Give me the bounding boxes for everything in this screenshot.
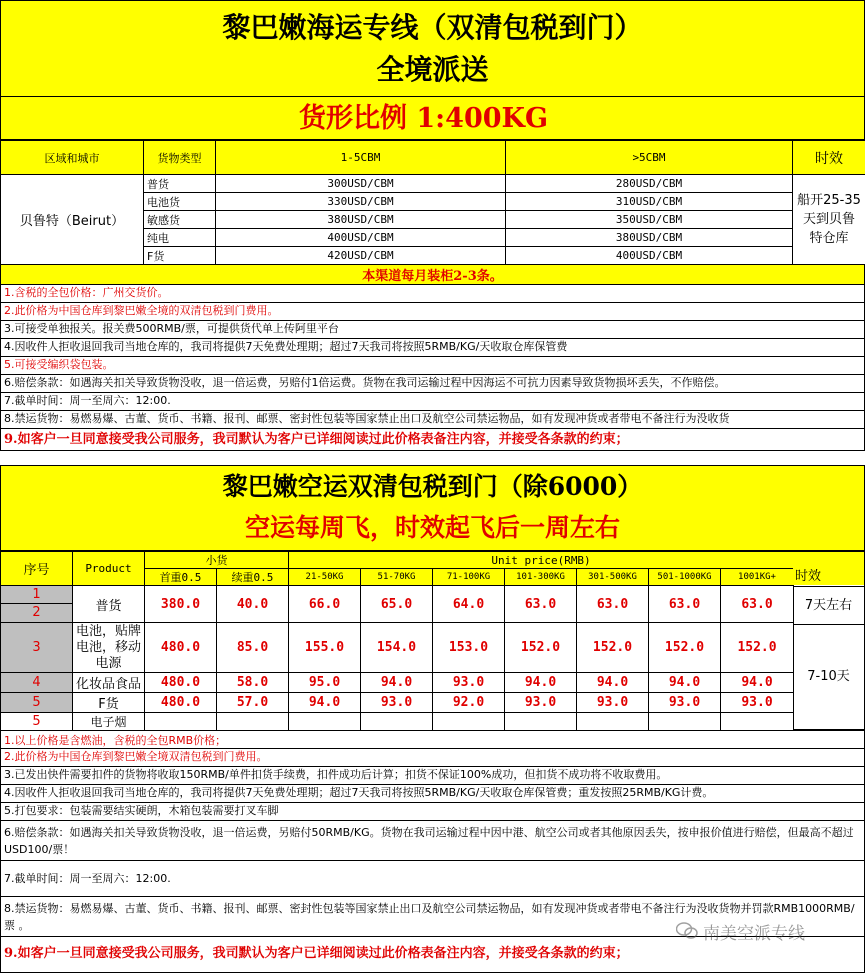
air-note: 6.赔偿条款：如遇海关扣关导致货物没收，退一倍运费，另赔付50RMB/KG。货物在我司运输过程中因中港、航空公司或者其他原因丢失，按申报价值进行赔偿，但最高不超过USD100/票！ bbox=[0, 821, 865, 861]
air-time-special: 7-10天 bbox=[807, 669, 850, 684]
cargo-type: 敏感货 bbox=[144, 211, 216, 229]
price-cell: 420USD/CBM bbox=[216, 247, 506, 265]
air-time-column bbox=[793, 551, 865, 730]
price-cell bbox=[721, 713, 794, 731]
price-cell: 94.0 bbox=[289, 693, 361, 713]
air-note-9: 9.如客户一旦同意接受我公司服务，我司默认为客户已详细阅读过此价格表备注内容，并接受各条款的约束； bbox=[4, 946, 629, 961]
price-cell: 154.0 bbox=[361, 623, 433, 673]
price-cell: 400USD/CBM bbox=[506, 247, 793, 265]
header-product: Product bbox=[73, 552, 145, 586]
price-cell: 152.0 bbox=[721, 623, 794, 673]
air-title-block bbox=[0, 465, 865, 551]
sea-note bbox=[0, 429, 865, 451]
header-region: 区域和城市 bbox=[1, 141, 144, 175]
price-cell: 280USD/CBM bbox=[506, 175, 793, 193]
price-cell: 310USD/CBM bbox=[506, 193, 793, 211]
price-cell: 94.0 bbox=[505, 673, 577, 693]
header-range-1-5cbm: 1-5CBM bbox=[216, 141, 506, 175]
price-cell: 94.0 bbox=[361, 673, 433, 693]
header-range: 51-70KG bbox=[361, 569, 433, 586]
sea-subtitle: 全境派送 bbox=[376, 53, 489, 86]
air-note: 7.截单时间：周一至周六：12:00. bbox=[0, 861, 865, 897]
header-seq: 序号 bbox=[1, 552, 73, 586]
air-note: 4.因收件人拒收退回我司当地仓库的，我司将提供7天免费处理期；超过7天我司将按照5RMB/KG/天收取仓库保管费；重发按照25RMB/KG计费。 bbox=[0, 785, 865, 803]
sea-note: 8.禁运货物：易燃易爆、古董、货币、书籍、报刊、邮票、密封性包装等国家禁止出口及航空公司禁运物品，如有发现冲货或者带电不备注行为没收货 bbox=[0, 411, 865, 429]
air-time-general: 7天左右 bbox=[793, 586, 864, 625]
price-cell: 480.0 bbox=[145, 623, 217, 673]
price-cell bbox=[505, 713, 577, 731]
price-cell: 58.0 bbox=[217, 673, 289, 693]
price-cell: 93.0 bbox=[361, 693, 433, 713]
price-cell bbox=[145, 713, 217, 731]
price-cell bbox=[649, 713, 721, 731]
air-title: 黎巴嫩空运双清包税到门（除6000） bbox=[222, 472, 643, 501]
price-cell: 94.0 bbox=[721, 673, 794, 693]
price-cell: 152.0 bbox=[505, 623, 577, 673]
price-cell: 66.0 bbox=[289, 586, 361, 623]
price-cell: 92.0 bbox=[433, 693, 505, 713]
header-range: 21-50KG bbox=[289, 569, 361, 586]
price-cell: 380USD/CBM bbox=[216, 211, 506, 229]
sea-price-table bbox=[0, 140, 865, 265]
seq-cell bbox=[1, 586, 73, 623]
cargo-type: 电池货 bbox=[144, 193, 216, 211]
sea-ratio: 货形比例 1:400KG bbox=[299, 103, 549, 134]
price-cell: 64.0 bbox=[433, 586, 505, 623]
price-cell: 152.0 bbox=[649, 623, 721, 673]
header-small-goods: 小货 bbox=[145, 552, 289, 569]
price-cell: 152.0 bbox=[577, 623, 649, 673]
product-cell: 电池，贴牌电池，移动电源 bbox=[73, 623, 145, 673]
seq-cell: 4 bbox=[1, 673, 73, 693]
seq-num: 2 bbox=[32, 605, 41, 620]
watermark-text: 南美空派专线 bbox=[703, 923, 805, 944]
table-row bbox=[1, 586, 794, 623]
header-cont-weight: 续重0.5 bbox=[217, 569, 289, 586]
seq-cell: 5 bbox=[1, 693, 73, 713]
price-cell: 63.0 bbox=[649, 586, 721, 623]
air-subtitle: 空运每周飞，时效起飞后一周左右 bbox=[244, 513, 620, 542]
header-range: 501-1000KG bbox=[649, 569, 721, 586]
price-cell: 380USD/CBM bbox=[506, 229, 793, 247]
price-cell: 93.0 bbox=[505, 693, 577, 713]
price-cell bbox=[217, 713, 289, 731]
price-cell: 63.0 bbox=[505, 586, 577, 623]
header-unit-price: Unit price(RMB) bbox=[289, 552, 794, 569]
air-time-header: 时效 bbox=[793, 569, 864, 585]
price-cell: 153.0 bbox=[433, 623, 505, 673]
price-cell: 57.0 bbox=[217, 693, 289, 713]
product-cell: F货 bbox=[73, 693, 145, 713]
cargo-type: F货 bbox=[144, 247, 216, 265]
price-cell bbox=[289, 713, 361, 731]
wechat-icon bbox=[676, 922, 698, 940]
city-cell: 贝鲁特（Beirut） bbox=[1, 175, 144, 265]
price-cell: 155.0 bbox=[289, 623, 361, 673]
sea-schedule-banner bbox=[0, 265, 865, 285]
price-cell: 40.0 bbox=[217, 586, 289, 623]
price-cell: 350USD/CBM bbox=[506, 211, 793, 229]
header-range: 101-300KG bbox=[505, 569, 577, 586]
header-range-over-5cbm: >5CBM bbox=[506, 141, 793, 175]
price-cell bbox=[433, 713, 505, 731]
seq-cell: 3 bbox=[1, 623, 73, 673]
sea-note: 2.此价格为中国仓库到黎巴嫩全境的双清包税到门费用。 bbox=[0, 303, 865, 321]
price-cell: 94.0 bbox=[577, 673, 649, 693]
price-cell bbox=[577, 713, 649, 731]
price-cell: 93.0 bbox=[649, 693, 721, 713]
air-note: 8.禁运货物：易燃易爆、古董、货币、书籍、报刊、邮票、密封性包装等国家禁止出口及航空公司禁运物品，如有发现冲货或者带电不备注行为没收货物并罚款RMB1000RMB/票 。 bbox=[0, 897, 865, 937]
sea-note: 6.赔偿条款：如遇海关扣关导致货物没收，退一倍运费，另赔付1倍运费。货物在我司运输过程中因海运不可抗力因素导致货物损坏丢失，不作赔偿。 bbox=[0, 375, 865, 393]
header-cargo-type: 货物类型 bbox=[144, 141, 216, 175]
product-cell: 普货 bbox=[73, 586, 145, 623]
price-cell: 300USD/CBM bbox=[216, 175, 506, 193]
price-cell: 63.0 bbox=[577, 586, 649, 623]
air-time-header-top bbox=[793, 552, 864, 569]
table-row bbox=[1, 713, 794, 731]
sea-schedule: 本渠道每月装柜2-3条。 bbox=[362, 269, 503, 284]
air-note: 5.打包要求：包装需要结实硬朗，木箱包装需要打叉车脚 bbox=[0, 803, 865, 821]
seq-num: 1 bbox=[1, 586, 72, 604]
air-note: 2.此价格为中国仓库到黎巴嫩全境双清包税到门费用。 bbox=[0, 749, 865, 767]
sea-note-9: 9.如客户一旦同意接受我公司服务，我司默认为客户已详细阅读过此价格表备注内容，并接受各条款的约束； bbox=[4, 432, 629, 447]
price-cell: 63.0 bbox=[721, 586, 794, 623]
price-cell: 95.0 bbox=[289, 673, 361, 693]
seq-cell: 5 bbox=[1, 713, 73, 731]
price-cell: 480.0 bbox=[145, 673, 217, 693]
sea-title: 黎巴嫩海运专线（双清包税到门） bbox=[222, 11, 643, 44]
sea-note: 3.可接受单独报关。报关费500RMB/票，可提供货代单上传阿里平台 bbox=[0, 321, 865, 339]
price-cell: 94.0 bbox=[649, 673, 721, 693]
table-row bbox=[1, 673, 794, 693]
cargo-type: 纯电 bbox=[144, 229, 216, 247]
price-cell: 65.0 bbox=[361, 586, 433, 623]
price-cell bbox=[361, 713, 433, 731]
sea-title-block bbox=[0, 0, 865, 97]
air-price-table bbox=[0, 551, 794, 731]
price-cell: 400USD/CBM bbox=[216, 229, 506, 247]
product-cell: 化妆品食品 bbox=[73, 673, 145, 693]
watermark bbox=[676, 918, 805, 944]
header-range: 1001KG+ bbox=[721, 569, 794, 586]
price-cell: 85.0 bbox=[217, 623, 289, 673]
sea-note: 1.含税的全包价格：广州交货价。 bbox=[0, 285, 865, 303]
cargo-type: 普货 bbox=[144, 175, 216, 193]
time-cell: 船开25-35天到贝鲁特仓库 bbox=[793, 175, 865, 265]
product-cell: 电子烟 bbox=[73, 713, 145, 731]
sea-ratio-banner bbox=[0, 97, 865, 140]
header-range: 71-100KG bbox=[433, 569, 505, 586]
header-first-weight: 首重0.5 bbox=[145, 569, 217, 586]
table-row bbox=[1, 175, 865, 193]
price-cell: 93.0 bbox=[433, 673, 505, 693]
price-cell: 330USD/CBM bbox=[216, 193, 506, 211]
sea-note: 7.截单时间：周一至周六：12:00. bbox=[0, 393, 865, 411]
price-cell: 93.0 bbox=[577, 693, 649, 713]
sea-note: 4.因收件人拒收退回我司当地仓库的，我司将提供7天免费处理期；超过7天我司将按照5RMB/KG/天收取仓库保管费 bbox=[0, 339, 865, 357]
air-note: 3.已发出快件需要扣件的货物将收取150RMB/单件扣货手续费，扣件成功后计算；扣货不保证100%成功，但扣货不成功将不收取费用。 bbox=[0, 767, 865, 785]
table-row bbox=[1, 623, 794, 673]
price-cell: 480.0 bbox=[145, 693, 217, 713]
header-time: 时效 bbox=[793, 141, 865, 175]
price-cell: 380.0 bbox=[145, 586, 217, 623]
price-cell: 93.0 bbox=[721, 693, 794, 713]
header-range: 301-500KG bbox=[577, 569, 649, 586]
air-note: 1.以上价格是含燃油，含税的全包RMB价格； bbox=[0, 730, 865, 749]
table-row bbox=[1, 693, 794, 713]
sea-note: 5.可接受编织袋包装。 bbox=[0, 357, 865, 375]
